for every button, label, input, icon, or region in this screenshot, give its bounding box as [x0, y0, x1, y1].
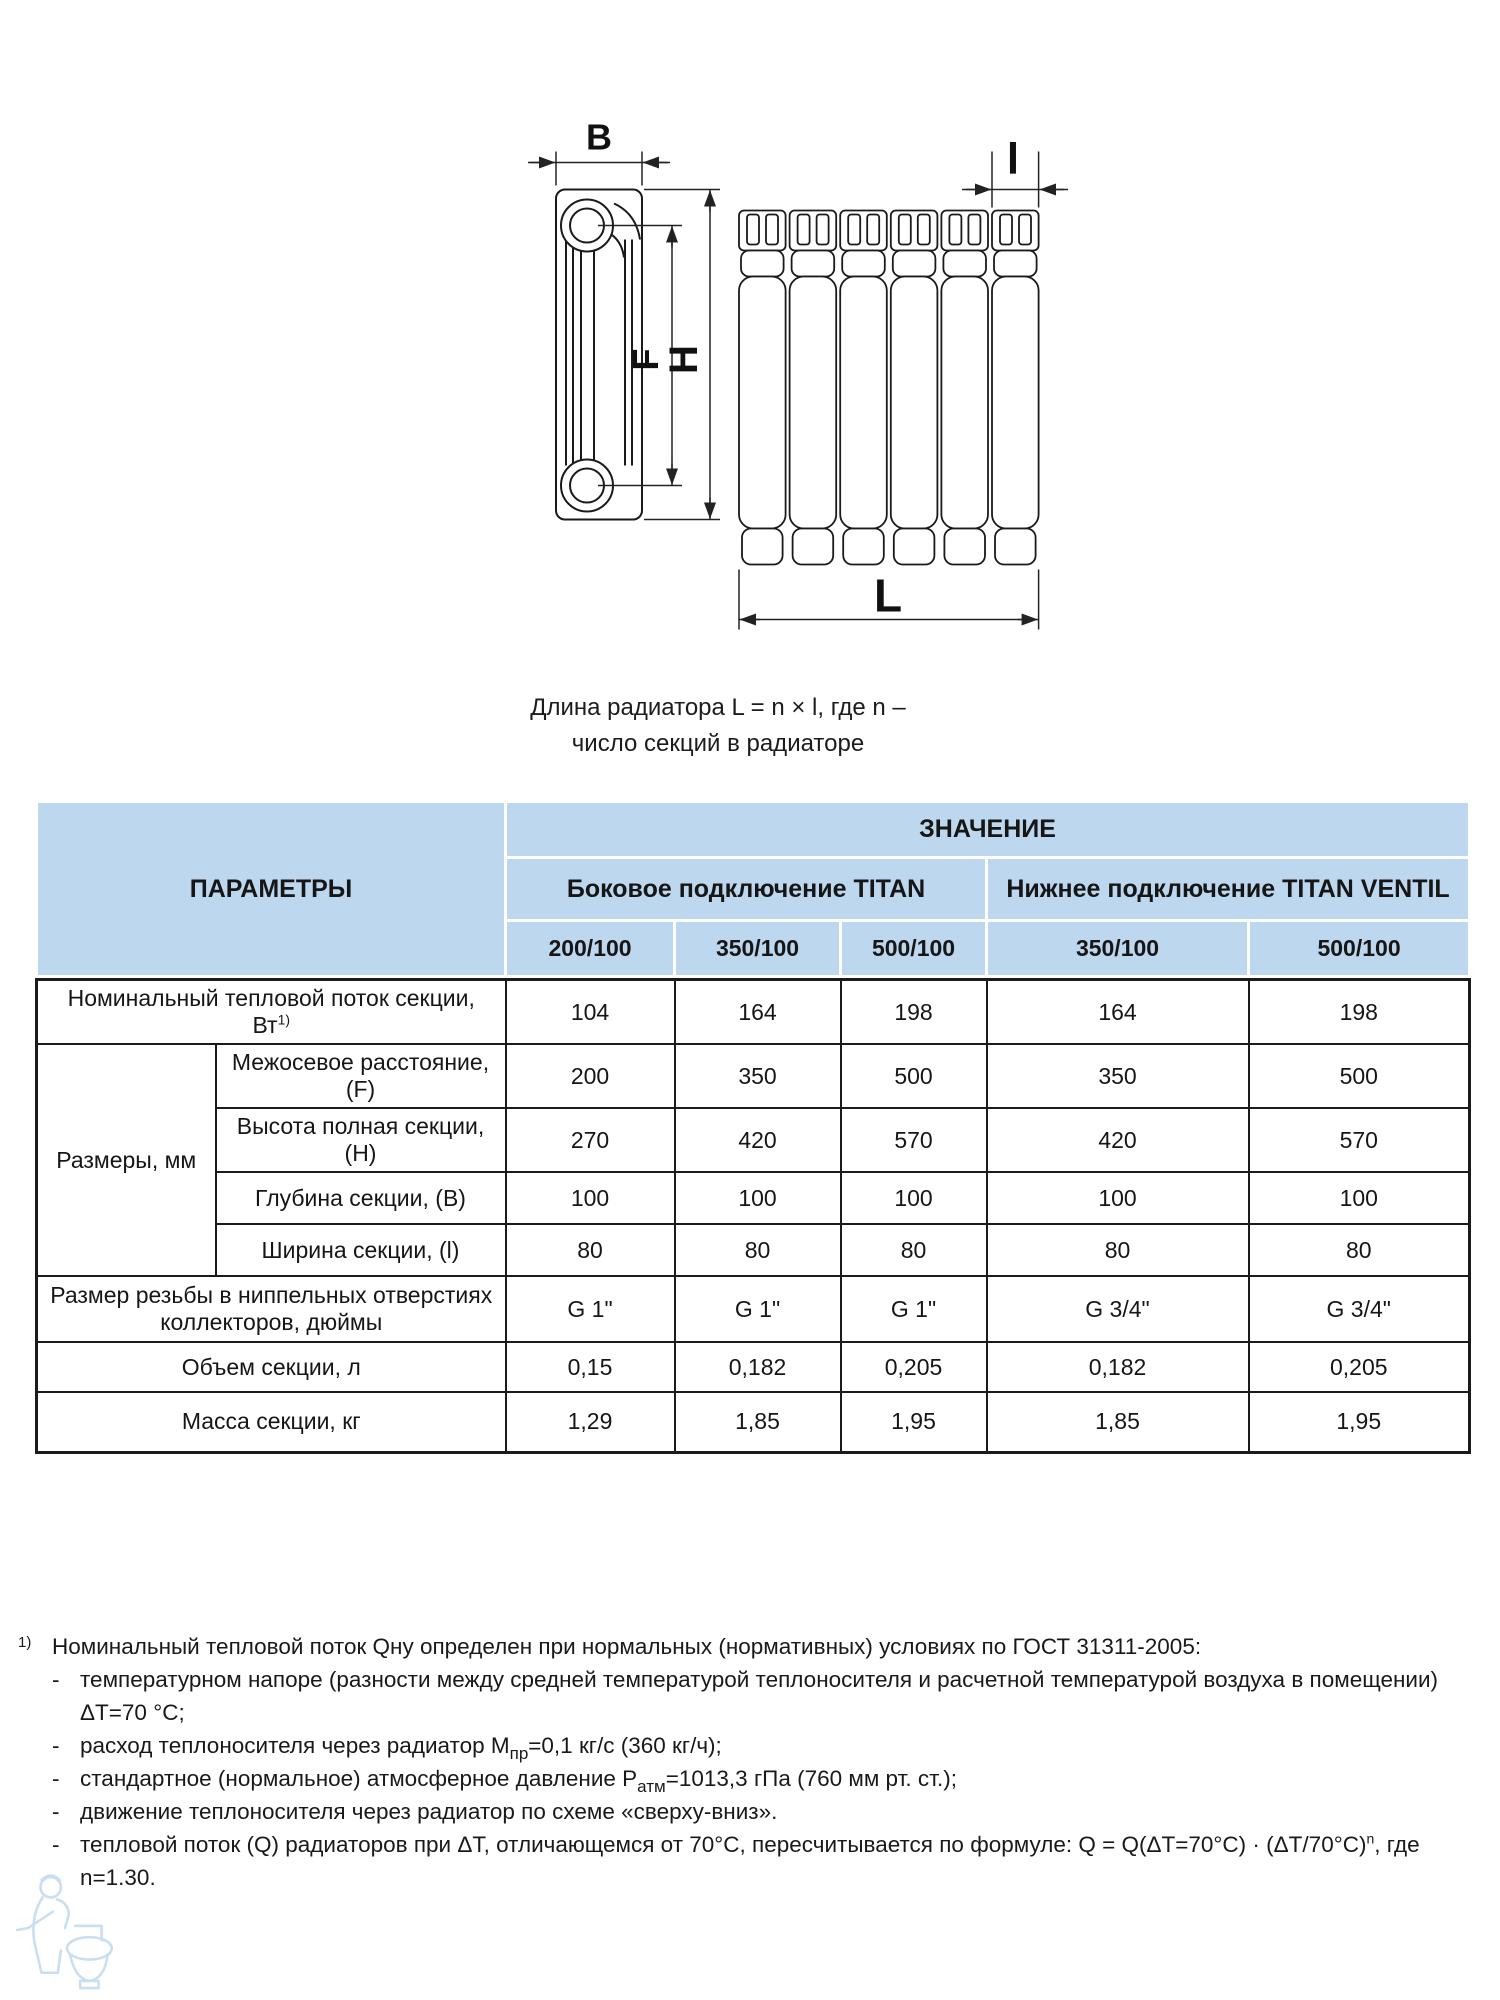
model-header-cell: 500/100 — [841, 921, 987, 977]
table-row-section-mass — [37, 1392, 1470, 1452]
value-cell: 1,95 — [841, 1392, 987, 1452]
row-label: Высота полная секции, (H) — [216, 1108, 506, 1172]
value-cell: 350 — [675, 1044, 841, 1108]
footnote-item-text: температурном напоре (разности между средней температурой теплоносителя и расчетной температурой воздуха в помещении) ΔТ=70 °С; — [80, 1667, 1439, 1725]
value-cell: 1,85 — [675, 1392, 841, 1452]
row-label: Объем секции, л — [37, 1342, 506, 1392]
footnote-item — [18, 1795, 1492, 1828]
row-label: Масса секции, кг — [37, 1392, 506, 1452]
value-cell: 500 — [841, 1044, 987, 1108]
value-cell: 100 — [987, 1172, 1249, 1224]
model-header-cell: 500/100 — [1249, 921, 1470, 977]
radiator-front-view — [739, 211, 1039, 565]
parameters-table — [35, 800, 1468, 1454]
value-cell: 200 — [506, 1044, 675, 1108]
footnote-dash: - — [52, 1667, 60, 1692]
value-cell: G 1" — [841, 1276, 987, 1342]
group-bottom-connection-cell: Нижнее подключение TITAN VENTIL — [987, 858, 1470, 921]
footnote-dash: - — [52, 1733, 60, 1758]
value-cell: 0,182 — [675, 1342, 841, 1392]
footnote-item — [18, 1663, 1492, 1729]
row-label: Глубина секции, (B) — [216, 1172, 506, 1224]
value-cell: 80 — [841, 1224, 987, 1276]
dim-label-l-total: L — [873, 569, 903, 622]
footnote-intro-text: Номинальный тепловой поток Qну определен при нормальных (нормативных) условиях по ГОСТ 31311-2005: — [52, 1634, 1202, 1659]
row-label-text: Номинальный тепловой поток секции, Вт — [67, 985, 475, 1038]
size-group-label: Размеры, мм — [37, 1044, 216, 1276]
value-cell: 570 — [841, 1108, 987, 1172]
value-cell: 1,95 — [1249, 1392, 1470, 1452]
value-cell: 100 — [841, 1172, 987, 1224]
value-cell: 104 — [506, 980, 675, 1045]
value-cell: 1,29 — [506, 1392, 675, 1452]
table-row-thread-size — [37, 1276, 1470, 1342]
caption-line-1: Длина радиатора L = n × l, где n – — [530, 694, 906, 721]
footnote-intro — [18, 1630, 1492, 1663]
row-label — [37, 980, 506, 1045]
value-cell: G 3/4" — [1249, 1276, 1470, 1342]
value-cell: 0,15 — [506, 1342, 675, 1392]
value-cell: 1,85 — [987, 1392, 1249, 1452]
table-row-full-height — [37, 1108, 1470, 1172]
value-cell: 80 — [1249, 1224, 1470, 1276]
value-cell: 420 — [675, 1108, 841, 1172]
footnote-dash: - — [52, 1799, 60, 1824]
dim-label-l-section: l — [1006, 134, 1020, 184]
caption-line-2: число секций в радиаторе — [571, 730, 865, 757]
value-cell: 100 — [1249, 1172, 1470, 1224]
row-label: Размер резьбы в ниппельных отверстиях коллекторов, дюймы — [37, 1276, 506, 1342]
value-header-cell: ЗНАЧЕНИЕ — [506, 802, 1470, 858]
table-row-heat-output — [37, 980, 1470, 1045]
value-cell: 0,182 — [987, 1342, 1249, 1392]
parameters-header-cell: ПАРАМЕТРЫ — [37, 802, 506, 977]
value-cell: 164 — [675, 980, 841, 1045]
watermark-head — [41, 1877, 61, 1897]
value-cell: 164 — [987, 980, 1249, 1045]
value-cell: 0,205 — [841, 1342, 987, 1392]
value-cell: 420 — [987, 1108, 1249, 1172]
value-cell: 100 — [675, 1172, 841, 1224]
footnote-item-text: тепловой поток (Q) радиаторов при ΔТ, отличающемся от 70°С, пересчитывается по формуле: $Q = Q(\Delta Т=70^\circ С) \cdot (\Delta Т/70^\circ С)^n$, где n=1.30. — [80, 1830, 1420, 1890]
footnote-item — [18, 1762, 1492, 1795]
table-row-section-volume — [37, 1342, 1470, 1392]
value-cell: 80 — [987, 1224, 1249, 1276]
footnotes — [18, 1630, 1492, 1894]
row-label: Ширина секции, (l) — [216, 1224, 506, 1276]
value-cell: G 1" — [675, 1276, 841, 1342]
dim-label-b: B — [586, 116, 612, 158]
table-row-width — [37, 1224, 1470, 1276]
dim-label-h: H — [662, 345, 706, 374]
value-cell: 100 — [506, 1172, 675, 1224]
model-header-cell: 200/100 — [506, 921, 675, 977]
value-cell: 80 — [675, 1224, 841, 1276]
value-cell: 80 — [506, 1224, 675, 1276]
footnote-item — [18, 1828, 1492, 1894]
value-cell: 570 — [1249, 1108, 1470, 1172]
drawing-caption — [418, 690, 1018, 762]
value-cell: 198 — [1249, 980, 1470, 1045]
value-cell: 0,205 — [1249, 1342, 1470, 1392]
footnote-marker: 1) — [18, 1634, 32, 1651]
plumber-watermark-logo — [12, 1866, 124, 1992]
table-header — [35, 800, 1471, 978]
footnote-reference: 1) — [277, 1011, 291, 1028]
row-label: Межосевое расстояние, (F) — [216, 1044, 506, 1108]
footnote-item — [18, 1729, 1492, 1762]
footnote-dash: - — [52, 1832, 60, 1857]
radiator-technical-drawing — [400, 105, 1100, 670]
value-cell: G 3/4" — [987, 1276, 1249, 1342]
dim-label-f: F — [625, 348, 666, 371]
footnote-item-text: движение теплоносителя через радиатор по схеме «сверху-вниз». — [80, 1799, 778, 1824]
value-cell: G 1" — [506, 1276, 675, 1342]
value-cell: 270 — [506, 1108, 675, 1172]
footnote-dash: - — [52, 1766, 60, 1791]
value-cell: 350 — [987, 1044, 1249, 1108]
table-row-depth — [37, 1172, 1470, 1224]
footnote-item-text: расход теплоносителя через радиатор $М_{пр}=0,1$ кг/с (360 кг/ч); — [80, 1733, 722, 1763]
table-body — [35, 978, 1471, 1454]
value-cell: 500 — [1249, 1044, 1470, 1108]
table-row-axial-distance — [37, 1044, 1470, 1108]
group-side-connection-cell: Боковое подключение TITAN — [506, 858, 987, 921]
value-cell: 198 — [841, 980, 987, 1045]
model-header-cell: 350/100 — [675, 921, 841, 977]
footnote-item-text: стандартное (нормальное) атмосферное давление $Р_{атм}=1013,3$ гПа (760 мм рт. ст.); — [80, 1766, 957, 1796]
model-header-cell: 350/100 — [987, 921, 1249, 977]
